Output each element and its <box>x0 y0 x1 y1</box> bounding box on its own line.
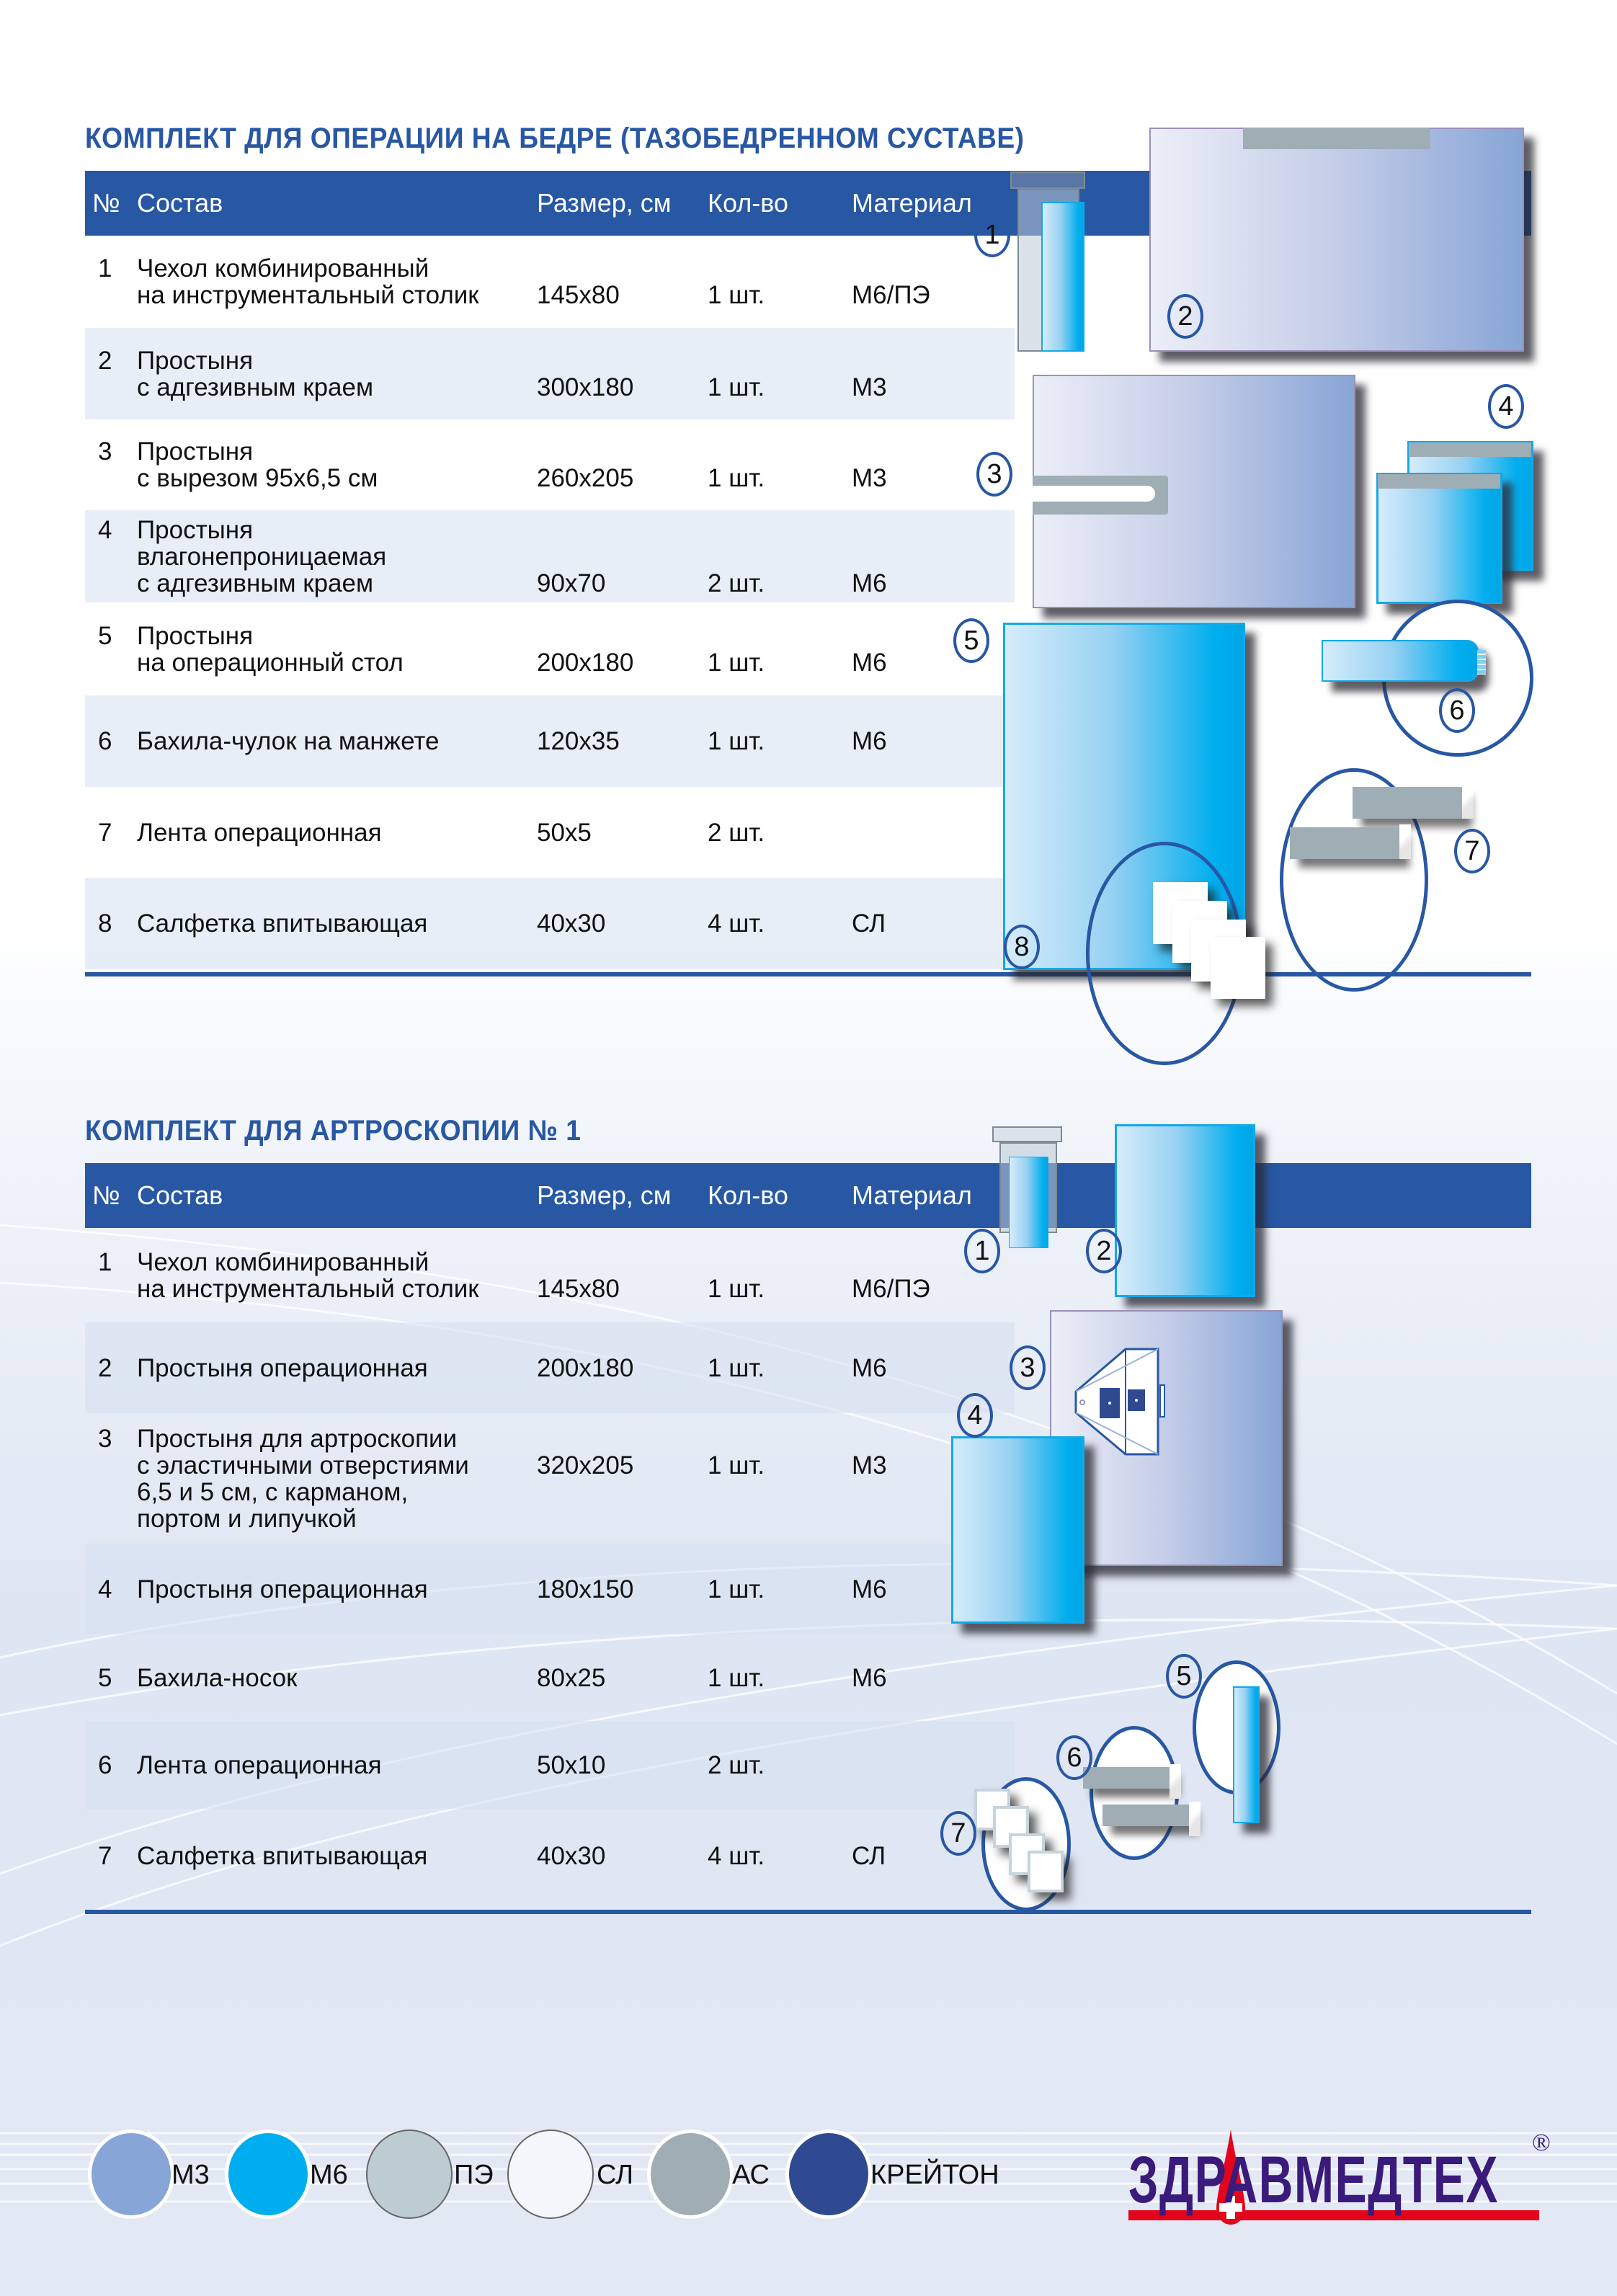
item-material: М6/ПЭ <box>852 281 930 309</box>
callout-6: 6 <box>1439 688 1475 733</box>
table-row <box>85 236 1015 328</box>
tape-2 <box>1102 1805 1190 1826</box>
table-row <box>85 1228 1015 1322</box>
cover-lid <box>992 1126 1062 1142</box>
table-row <box>85 602 1015 695</box>
row-number: 1 <box>98 1248 112 1276</box>
table-row <box>85 1634 1015 1721</box>
item-material: М6 <box>852 569 887 597</box>
row-number: 4 <box>98 1575 112 1603</box>
stocking <box>1322 640 1479 682</box>
item-qty: 4 шт. <box>708 1842 765 1870</box>
item-name-line: Простыня <box>137 347 254 375</box>
wipe <box>1028 1851 1064 1892</box>
sock <box>1233 1686 1260 1823</box>
swatch-m3 <box>88 2130 174 2219</box>
item-qty: 1 шт. <box>708 373 765 401</box>
row-number: 1 <box>98 254 112 282</box>
header-no: № <box>92 1180 120 1210</box>
item-qty: 4 шт. <box>708 909 765 938</box>
item-material: М3 <box>852 373 887 401</box>
wipe <box>1211 937 1265 999</box>
callout-4: 4 <box>957 1393 993 1438</box>
item-qty: 1 шт. <box>708 727 765 755</box>
item-name-line: на инструментальный столик <box>137 1275 479 1303</box>
arthroscopy-window-icon <box>1074 1348 1175 1463</box>
swatch-as <box>647 2130 734 2219</box>
legend-label: ПЭ <box>454 2160 494 2190</box>
row-number: 4 <box>98 516 112 544</box>
section-title: КОМПЛЕКТ ДЛЯ ОПЕРАЦИИ НА БЕДРЕ (ТАЗОБЕДРЕННОМ СУСТАВЕ) <box>85 123 1025 154</box>
table-bottom-rule <box>85 1910 1531 1914</box>
callout-2: 2 <box>1167 294 1203 339</box>
header-qty: Кол-во <box>708 188 788 218</box>
item-size: 145x80 <box>537 281 620 309</box>
item-name-line: Простыня <box>137 622 254 650</box>
row-number: 8 <box>98 909 112 938</box>
item-material: М6 <box>852 1575 887 1603</box>
item-material: СЛ <box>852 909 886 938</box>
callout-7: 7 <box>940 1811 976 1856</box>
item-name-line: Простыня операционная <box>137 1575 428 1603</box>
item-name-line: Лента операционная <box>137 819 382 847</box>
legend-label: КРЕЙТОН <box>870 2160 999 2190</box>
legend-label: М6 <box>310 2160 348 2190</box>
item-name-line: влагонепроницаемая <box>137 543 387 571</box>
sheet-adhesive-edge <box>1149 128 1524 352</box>
swatch-m6 <box>225 2130 311 2219</box>
header-no: № <box>92 188 120 218</box>
header-name: Состав <box>137 188 223 218</box>
company-logo <box>1128 2130 1561 2223</box>
item-name-line: Простыня <box>137 437 254 466</box>
item-name-line: на инструментальный столик <box>137 281 479 309</box>
row-number: 6 <box>98 727 112 755</box>
callout-2: 2 <box>1086 1229 1122 1273</box>
item-qty: 1 шт. <box>708 649 765 677</box>
callout-7: 7 <box>1454 829 1490 873</box>
table-row <box>85 695 1015 787</box>
item-material: М3 <box>852 464 887 492</box>
table-row <box>85 1544 1015 1634</box>
table-row <box>85 1809 1015 1903</box>
swatch-kreyton <box>785 2130 872 2219</box>
callout-8: 8 <box>1004 925 1040 969</box>
table-row <box>85 419 1015 510</box>
legend-label: АС <box>732 2160 770 2190</box>
item-size: 40x30 <box>537 909 606 938</box>
item-size: 200x180 <box>537 1354 634 1382</box>
header-size: Размер, см <box>537 188 672 218</box>
table-row <box>85 510 1015 602</box>
header-name: Состав <box>137 1180 223 1210</box>
table-row <box>85 1322 1015 1413</box>
item-name-line: с вырезом 95x6,5 см <box>137 464 378 492</box>
item-size: 320x205 <box>537 1451 634 1480</box>
item-material: М6 <box>852 1354 887 1382</box>
item-size: 145x80 <box>537 1275 620 1303</box>
tape-1 <box>1083 1767 1171 1789</box>
operating-sheet <box>1115 1124 1255 1297</box>
callout-5: 5 <box>1166 1654 1202 1699</box>
row-number: 3 <box>98 437 112 466</box>
item-name-line: портом и липучкой <box>137 1505 357 1533</box>
item-size: 180x150 <box>537 1575 634 1603</box>
small-sheet-back-strip <box>1409 442 1531 457</box>
adhesive-strip <box>1243 128 1430 149</box>
item-qty: 1 шт. <box>708 1575 765 1603</box>
tape-circle <box>1090 1726 1179 1860</box>
table-row <box>85 787 1015 878</box>
small-sheet-front-strip <box>1378 474 1500 489</box>
item-qty: 2 шт. <box>708 1751 765 1779</box>
swatch-pe <box>366 2130 453 2219</box>
legend-label: СЛ <box>597 2160 634 2190</box>
item-name-line: Салфетка впитывающая <box>137 909 428 938</box>
item-name-line: Бахила-чулок на манжете <box>137 727 440 755</box>
callout-1: 1 <box>964 1229 1000 1273</box>
item-size: 80x25 <box>537 1664 606 1692</box>
callout-1: 1 <box>974 213 1010 257</box>
callout-3: 3 <box>976 452 1012 497</box>
logo-text: ЗДРАВМЕДТЕХ <box>1128 2143 1499 2217</box>
table-row <box>85 328 1015 419</box>
row-number: 3 <box>98 1425 112 1453</box>
item-material: М6/ПЭ <box>852 1275 930 1303</box>
item-name-line: Чехол комбинированный <box>137 1248 429 1276</box>
table-row <box>85 1413 1015 1544</box>
header-qty: Кол-во <box>708 1180 788 1210</box>
item-size: 260x205 <box>537 464 634 492</box>
item-name-line: Бахила-носок <box>137 1664 298 1692</box>
item-qty: 1 шт. <box>708 1275 765 1303</box>
header-material: Материал <box>852 188 972 218</box>
item-name-line: с эластичными отверстиями <box>137 1451 469 1480</box>
item-name-line: Чехол комбинированный <box>137 254 429 282</box>
header-material: Материал <box>852 1180 972 1210</box>
header-size: Размер, см <box>537 1180 672 1210</box>
item-qty: 1 шт. <box>708 464 765 492</box>
item-qty: 2 шт. <box>708 569 765 597</box>
item-qty: 2 шт. <box>708 819 765 847</box>
item-name-line: Лента операционная <box>137 1751 382 1779</box>
table-header <box>85 1163 1531 1228</box>
swatch-sl <box>507 2130 594 2219</box>
row-number: 5 <box>98 622 112 650</box>
row-number: 7 <box>98 1842 112 1870</box>
callout-4: 4 <box>1488 384 1524 429</box>
legend-label: М3 <box>172 2160 210 2190</box>
item-name-line: Простыня <box>137 516 254 544</box>
cover-m6-panel <box>1009 1157 1048 1248</box>
item-name-line: 6,5 и 5 см, с карманом, <box>137 1478 409 1506</box>
item-size: 50x10 <box>537 1751 606 1779</box>
item-size: 200x180 <box>537 649 634 677</box>
item-qty: 1 шт. <box>708 1451 765 1480</box>
table-row <box>85 1721 1015 1809</box>
item-material: М6 <box>852 1664 887 1692</box>
item-size: 120x35 <box>537 727 620 755</box>
item-material: М6 <box>852 649 887 677</box>
item-size: 300x180 <box>537 373 634 401</box>
small-sheet-front <box>1376 473 1502 604</box>
item-size: 90x70 <box>537 569 606 597</box>
item-qty: 1 шт. <box>708 1664 765 1692</box>
tape-2 <box>1290 827 1401 859</box>
callout-5: 5 <box>953 618 989 663</box>
item-qty: 1 шт. <box>708 281 765 309</box>
row-number: 2 <box>98 1354 112 1382</box>
callout-6: 6 <box>1056 1735 1092 1780</box>
item-material: М6 <box>852 727 887 755</box>
item-material: СЛ <box>852 1842 886 1870</box>
row-number: 2 <box>98 347 112 375</box>
cover-lid <box>1010 172 1085 189</box>
item-size: 50x5 <box>537 819 592 847</box>
row-number: 5 <box>98 1664 112 1692</box>
item-name-line: Простыня для артроскопии <box>137 1425 458 1453</box>
item-name-line: Простыня операционная <box>137 1354 428 1382</box>
row-number: 6 <box>98 1751 112 1779</box>
item-name-line: на операционный стол <box>137 649 404 677</box>
table-row <box>85 878 1015 969</box>
cut-slot <box>1033 486 1155 502</box>
registered-mark: ® <box>1532 2130 1551 2156</box>
item-name-line: Салфетка впитывающая <box>137 1842 428 1870</box>
tape-1 <box>1353 787 1464 819</box>
row-number: 7 <box>98 819 112 847</box>
item-size: 40x30 <box>537 1842 606 1870</box>
item-material: М3 <box>852 1451 887 1480</box>
cover-m6-panel <box>1041 202 1084 352</box>
callout-3: 3 <box>1010 1345 1046 1390</box>
stocking-cuff <box>1477 650 1486 675</box>
operating-sheet-small <box>951 1436 1084 1624</box>
item-name-line: с адгезивным краем <box>137 373 374 401</box>
item-name-line: с адгезивным краем <box>137 569 374 597</box>
item-qty: 1 шт. <box>708 1354 765 1382</box>
section-title: КОМПЛЕКТ ДЛЯ АРТРОСКОПИИ № 1 <box>85 1115 582 1147</box>
